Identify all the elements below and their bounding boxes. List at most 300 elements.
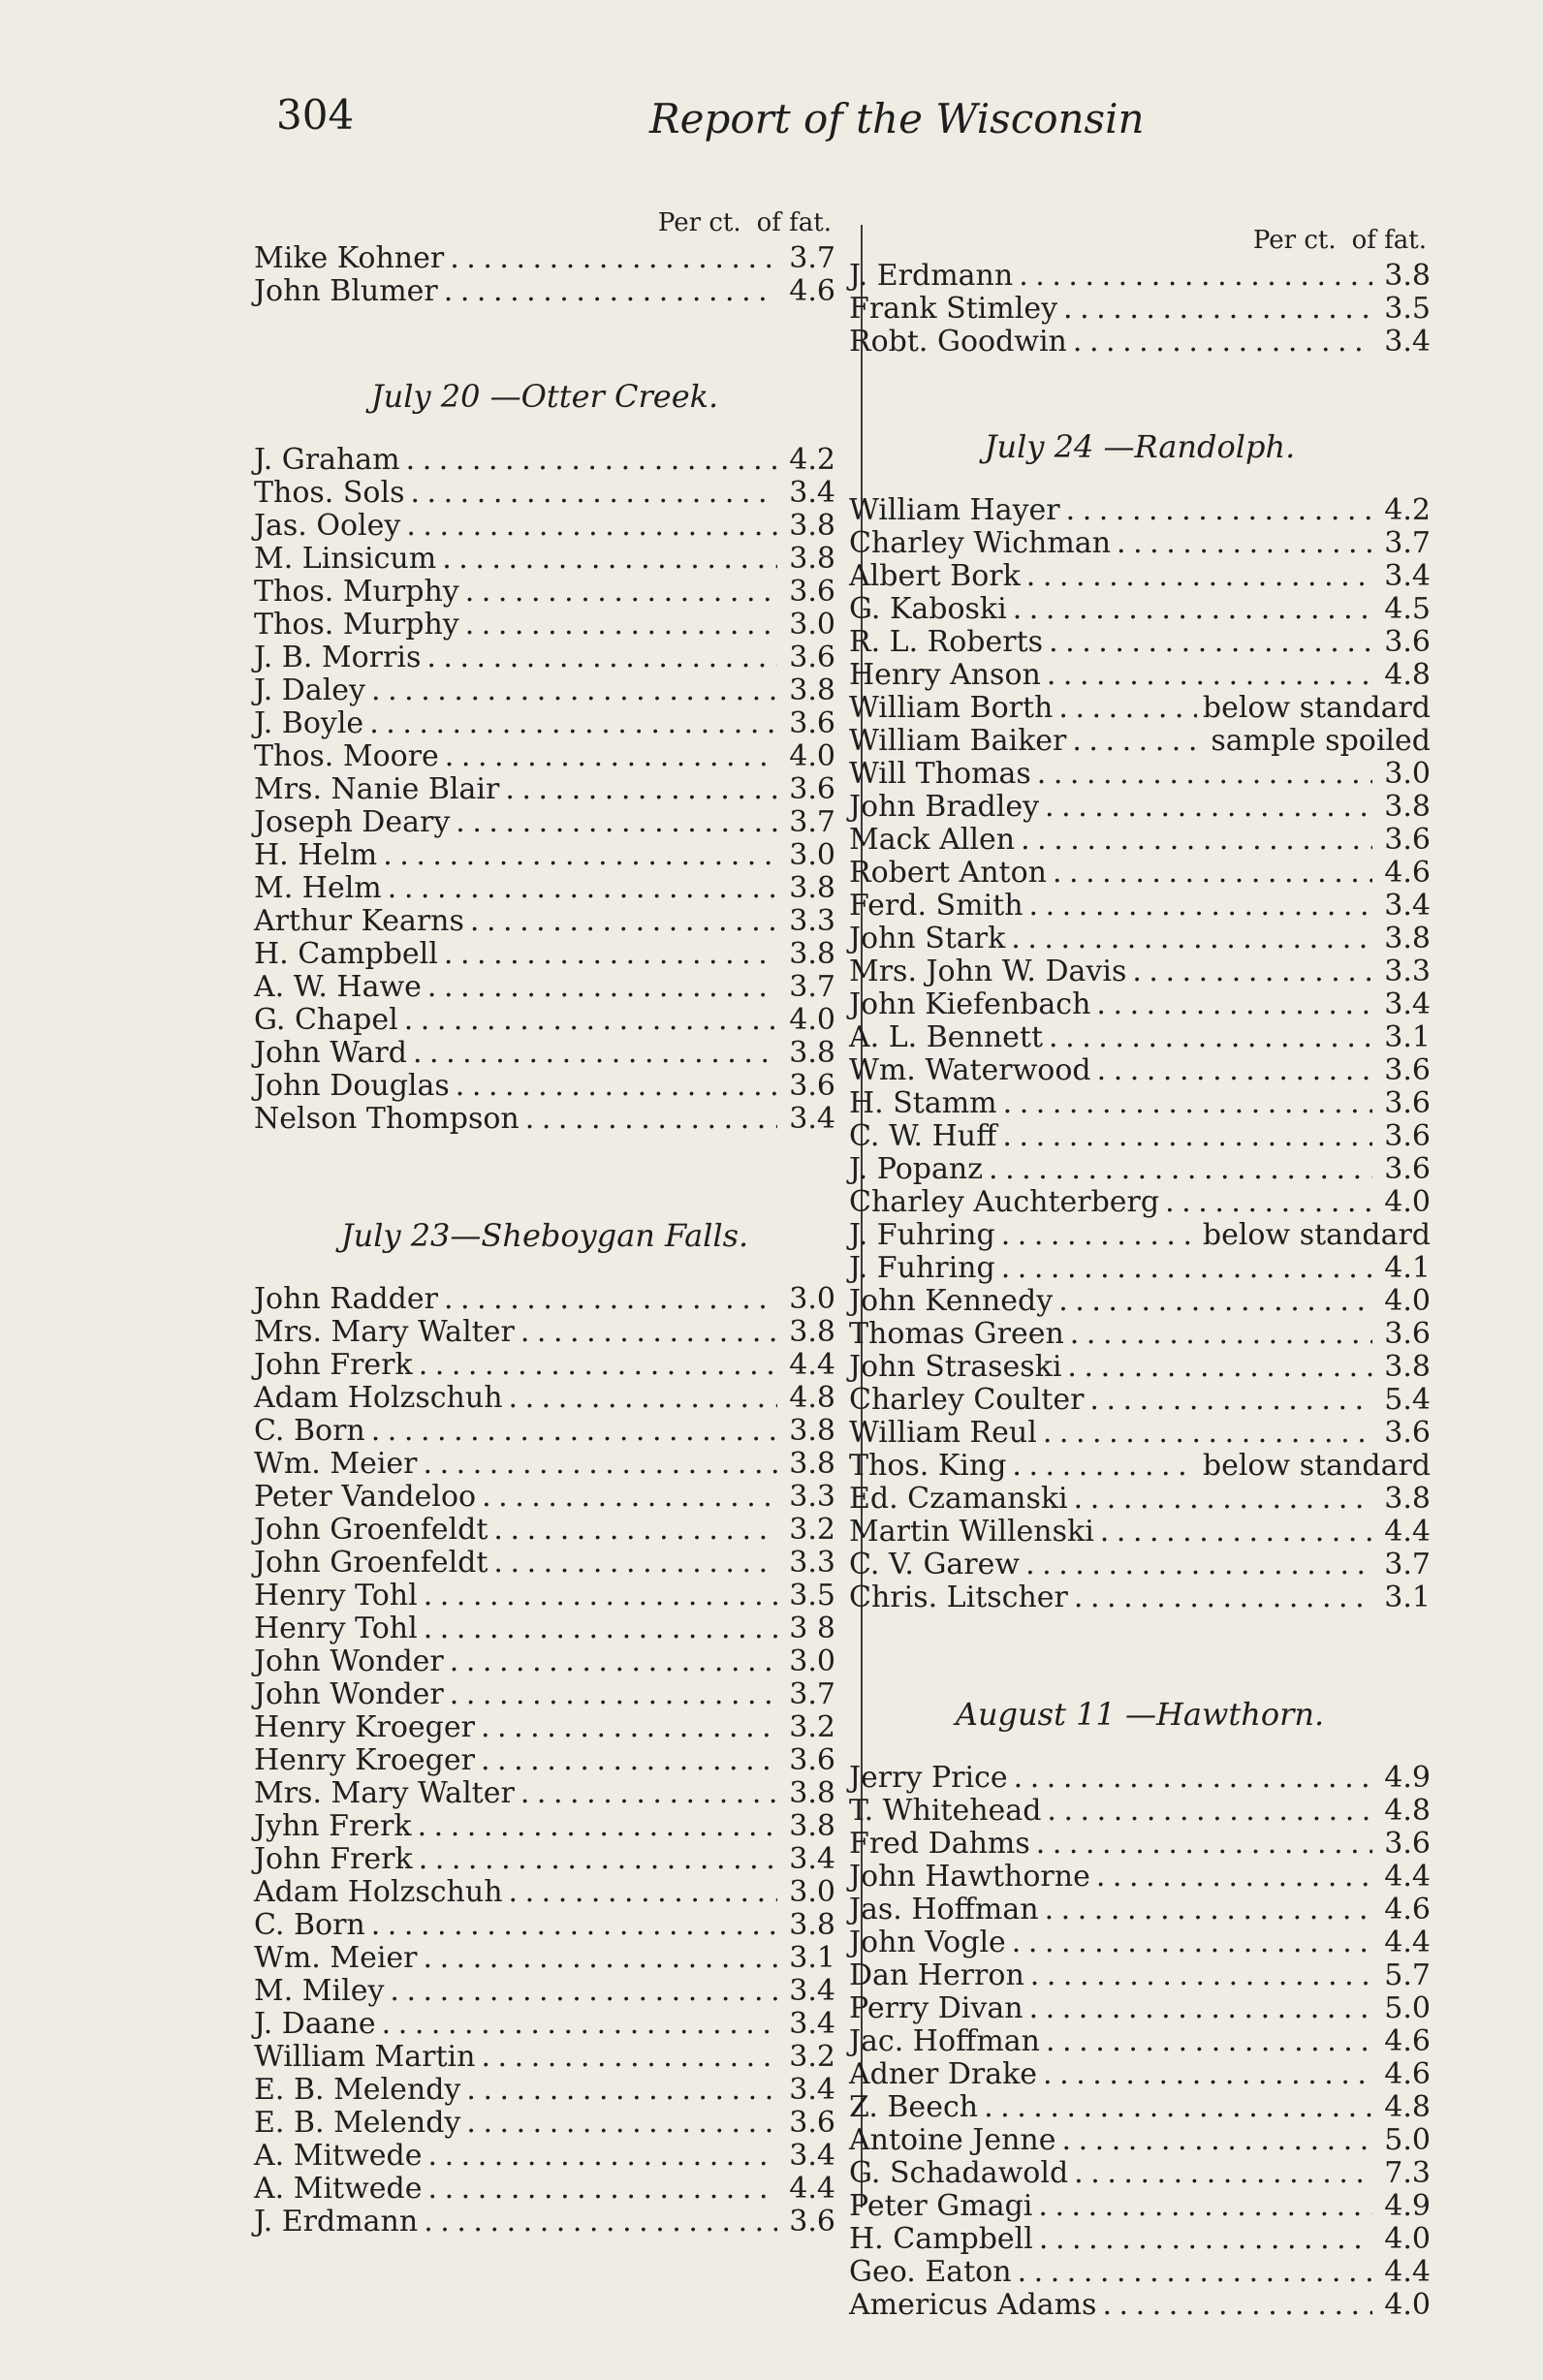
fat-percentage: 3.6 [1384,1317,1431,1351]
dot-leader [509,1876,777,1909]
entry-name: J. Fuhring [849,1251,995,1285]
dot-leader [989,1153,1372,1186]
list-item [254,242,835,275]
entry-name: John Wonder [254,1644,444,1678]
dot-leader [520,1777,777,1810]
fat-percentage: 3.8 [1384,1482,1431,1516]
dot-leader [1070,1318,1372,1351]
dot-leader [1074,1581,1372,1614]
list-item [849,1417,1431,1450]
fat-percentage: 3.3 [789,1480,835,1514]
list-item [849,1351,1431,1384]
list-item [254,2107,835,2140]
fat-percentage: 3.0 [789,1282,835,1316]
fat-percentage: 3.8 [789,937,835,971]
list-item [849,593,1431,626]
list-item [849,1926,1431,1959]
fat-percentage: 4.8 [789,1381,835,1415]
fat-percentage: 3.0 [789,1875,835,1909]
list-item [849,260,1431,293]
entry-name: J. Daley [254,673,366,707]
entry-name: John Kennedy [849,1284,1054,1318]
entry-name: William Martin [254,2040,476,2074]
dot-leader [465,576,777,609]
fat-percentage: 3.8 [789,1036,835,1070]
dot-leader [382,2008,777,2041]
dot-leader [428,2140,778,2173]
list-item [254,905,835,938]
dot-leader [1066,494,1372,527]
list-item [254,1103,835,1136]
fat-percentage: 3.4 [789,476,835,510]
list-item [254,275,835,308]
dot-leader [1025,1549,1372,1581]
entry-name: William Borth [849,691,1054,725]
list-item [254,1843,835,1876]
dot-leader [1012,1926,1372,1959]
entry-name: H. Stamm [849,1086,997,1120]
dot-leader [1097,1054,1372,1087]
entry-name: Thos. Sols [254,476,405,510]
fat-percentage: 5.0 [1384,2123,1431,2157]
entry-name: Adam Holzschuh [254,1875,503,1909]
section-heading-sheboygan-falls: July 23—Sheboygan Falls. [340,1217,749,1254]
list-item [849,1959,1431,1992]
fat-percentage: 3.4 [789,2007,835,2041]
dot-leader [390,1975,777,2008]
list-item [254,1070,835,1103]
per-ct-label: Per ct. [657,208,741,237]
dot-leader [1047,1795,1372,1828]
dot-leader [1014,1762,1372,1795]
dot-leader [456,806,777,839]
entry-name: Adner Drake [849,2057,1038,2091]
otter-creek-list [254,444,835,1136]
left-top-rows [254,242,835,308]
list-item [849,1054,1431,1087]
fat-percentage: below standard [1202,1218,1431,1252]
section-heading-hawthorn: August 11 —Hawthorn. [955,1696,1325,1733]
dot-leader [1043,2058,1372,2091]
fat-percentage: 3.1 [1384,1581,1431,1614]
dot-leader [1001,1219,1197,1252]
dot-leader [493,1514,777,1547]
dot-leader [371,1415,777,1448]
dot-leader [1045,1894,1372,1926]
entry-name: Henry Kroeger [254,1710,475,1744]
entry-name: Chris. Litscher [849,1581,1068,1614]
fat-percentage: 3.6 [789,575,835,609]
fat-percentage: 3.6 [789,706,835,740]
list-item [849,659,1431,692]
dot-leader [1074,2157,1372,2190]
dot-leader [418,1810,777,1843]
fat-percentage: 3.6 [1384,1086,1431,1120]
fat-percentage: 3.8 [1384,259,1431,293]
dot-leader [1037,758,1372,791]
dot-leader [388,872,777,905]
entry-name: John Groenfeldt [254,1513,488,1547]
list-item [254,2074,835,2107]
list-item [254,1004,835,1037]
fat-column-header [254,204,835,242]
list-item [254,1382,835,1415]
list-item [254,872,835,905]
dot-leader [424,1942,777,1975]
entry-name: T. Whitehead [849,1794,1042,1828]
list-item [849,1894,1431,1926]
fat-percentage: 3.6 [789,1069,835,1103]
entry-name: R. L. Roberts [849,625,1044,659]
list-item [254,1711,835,1744]
dot-leader [419,1349,777,1382]
entry-name: A. Mitwede [254,2172,423,2206]
entry-name: G. Kaboski [849,592,1007,626]
entry-name: William Hayer [849,493,1060,527]
entry-name: H. Campbell [254,937,438,971]
list-item [254,1909,835,1942]
list-item [254,1613,835,1645]
dot-leader [481,1744,777,1777]
entry-name: Adam Holzschuh [254,1381,503,1415]
fat-percentage: 3.8 [789,1414,835,1448]
fat-percentage: 4.0 [1384,2222,1431,2256]
list-item [849,692,1431,725]
list-item [254,839,835,872]
fat-percentage: sample spoiled [1211,724,1431,758]
entry-name: J. Fuhring [849,1218,995,1252]
dot-leader [406,510,777,543]
dot-leader [1036,1828,1372,1861]
entry-name: M. Linsicum [254,542,437,576]
fat-percentage: 3.6 [789,2106,835,2140]
entry-name: Henry Tohl [254,1579,418,1613]
entry-name: William Reul [849,1416,1037,1450]
list-item [849,2223,1431,2256]
dot-leader [1165,1186,1372,1219]
entry-name: Thomas Green [849,1317,1064,1351]
fat-percentage: 4.4 [1384,1860,1431,1894]
entry-name: C. Born [254,1414,365,1448]
hawthorn-list [849,1762,1431,2322]
dot-leader [1096,988,1372,1021]
entry-name: Thos. Moore [254,739,439,773]
fat-percentage: 4.4 [1384,1926,1431,1959]
dot-leader [456,1070,777,1103]
list-item [849,1516,1431,1549]
fat-percentage: 3.4 [1384,559,1431,593]
entry-name: Jerry Price [849,1761,1008,1795]
fat-percentage: 4.4 [789,2172,835,2206]
fat-percentage: 4.0 [1384,1185,1431,1219]
fat-percentage: 4.6 [1384,2057,1431,2091]
dot-leader [470,905,777,938]
list-item [849,2289,1431,2322]
list-item [849,1861,1431,1894]
dot-leader [450,242,777,275]
entry-name: Mrs. Mary Walter [254,1776,515,1810]
fat-percentage: below standard [1202,1449,1431,1483]
entry-name: Martin Willenski [849,1515,1094,1549]
entry-name: J. Graham [254,443,400,477]
dot-leader [520,1316,777,1349]
entry-name: Robt. Goodwin [849,325,1067,359]
dot-leader [1049,626,1372,659]
list-item [849,857,1431,890]
list-item [254,938,835,971]
dot-leader [481,2041,777,2074]
entry-name: Fred Dahms [849,1827,1030,1861]
of-fat-label: of fat. [1351,226,1427,255]
dot-leader [413,1037,777,1070]
dot-leader [1117,527,1372,560]
dot-leader [482,1481,777,1514]
fat-percentage: 3.8 [789,1809,835,1843]
fat-percentage: 3.8 [1384,1350,1431,1384]
entry-name: Wm. Waterwood [849,1053,1091,1087]
fat-percentage: 3.6 [1384,1416,1431,1450]
list-item [254,1744,835,1777]
list-item [254,1942,835,1975]
list-item [254,477,835,510]
fat-percentage: 3.1 [789,1941,835,1975]
list-item [849,2256,1431,2289]
fat-percentage: 3.0 [789,1644,835,1678]
fat-percentage: 4.6 [1384,856,1431,890]
entry-name: Henry Kroeger [254,1743,475,1777]
list-item [254,1975,835,2008]
entry-name: Thos. King [849,1449,1007,1483]
dot-leader [1053,857,1372,890]
dot-leader [1012,1450,1196,1483]
fat-percentage: 3.7 [789,970,835,1004]
fat-percentage: 3.6 [1384,1827,1431,1861]
fat-percentage: 3.8 [789,673,835,707]
entry-name: William Baiker [849,724,1067,758]
dot-leader [1074,1483,1372,1516]
list-item [849,326,1431,359]
dot-leader [442,543,777,576]
dot-leader [1001,1252,1372,1285]
entry-name: G. Chapel [254,1003,398,1037]
list-item [254,1876,835,1909]
fat-percentage: 7.3 [1384,2156,1431,2190]
dot-leader [1021,824,1372,857]
fat-percentage: 4.0 [789,1003,835,1037]
entry-name: Ferd. Smith [849,889,1023,923]
entry-name: Frank Stimley [849,292,1058,326]
dot-leader [1018,2256,1372,2289]
entry-name: Mack Allen [849,823,1016,857]
fat-percentage: below standard [1202,691,1431,725]
entry-name: Perry Divan [849,1991,1023,2025]
list-item [254,1283,835,1316]
list-item [254,971,835,1004]
fat-percentage: 4.4 [789,1348,835,1382]
entry-name: John Kiefenbach [849,987,1091,1021]
fat-percentage: 4.9 [1384,2189,1431,2223]
list-item [254,642,835,674]
dot-leader [444,1283,777,1316]
list-item [849,1549,1431,1581]
list-item [849,1087,1431,1120]
dot-leader [481,1711,777,1744]
section-heading-otter-creek: July 20 —Otter Creek. [370,378,719,415]
list-item [254,1481,835,1514]
fat-percentage: 5.7 [1384,1958,1431,1992]
fat-percentage: 3.8 [789,509,835,543]
fat-percentage: 3.0 [789,608,835,642]
dot-leader [424,1448,777,1481]
section-heading-randolph: July 24 —Randolph. [984,428,1296,465]
fat-percentage: 3.8 [1384,790,1431,824]
fat-column-header [849,221,1431,260]
list-item [849,1828,1431,1861]
list-item [849,2124,1431,2157]
sheboygan-falls-list [254,1283,835,2239]
dot-leader [383,839,777,872]
dot-leader [1003,1087,1372,1120]
list-item [849,890,1431,923]
fat-percentage: 3.6 [789,1743,835,1777]
list-item [254,806,835,839]
entry-name: Jyhn Frerk [254,1809,412,1843]
dot-leader [1029,890,1372,923]
entry-name: J. Boyle [254,706,364,740]
dot-leader [1132,955,1372,988]
list-item [849,1450,1431,1483]
randolph-list [849,494,1431,1614]
fat-percentage: 3 8 [789,1612,835,1645]
dot-leader [1011,923,1372,955]
entry-name: John Ward [254,1036,407,1070]
dot-leader [1058,1285,1372,1318]
entry-name: Mrs. Nanie Blair [254,772,500,806]
list-item [254,1645,835,1678]
dot-leader [1100,1516,1372,1549]
entry-name: H. Helm [254,838,378,872]
dot-leader [427,971,777,1004]
list-item [849,1186,1431,1219]
fat-percentage: 3.8 [789,542,835,576]
dot-leader [450,1645,777,1678]
entry-name: E. B. Melendy [254,2073,461,2107]
entry-name: G. Schadawold [849,2156,1069,2190]
fat-percentage: 3.7 [789,1677,835,1711]
entry-name: Jac. Hoffman [849,2024,1040,2058]
fat-percentage: 4.6 [789,274,835,308]
entry-name: John Bradley [849,790,1040,824]
entry-name: Mrs. Mary Walter [254,1315,515,1349]
list-item [849,1795,1431,1828]
fat-percentage: 4.0 [789,739,835,773]
dot-leader [1063,293,1372,326]
list-item [254,1316,835,1349]
entry-name: Jas. Hoffman [849,1893,1039,1926]
list-item [849,1153,1431,1186]
fat-percentage: 4.9 [1384,1761,1431,1795]
fat-percentage: 4.0 [1384,1284,1431,1318]
fat-percentage: 3.6 [1384,1119,1431,1153]
dot-leader [424,1613,777,1645]
entry-name: Jas. Ooley [254,509,401,543]
entry-name: Mike Kohner [254,241,445,275]
entry-name: Americus Adams [849,2288,1097,2322]
entry-name: Mrs. John W. Davis [849,955,1127,988]
entry-name: Robert Anton [849,856,1047,890]
dot-leader [1058,692,1196,725]
list-item [254,576,835,609]
list-item [849,626,1431,659]
fat-percentage: 3.6 [1384,625,1431,659]
list-item [254,1678,835,1711]
entry-name: John Frerk [254,1842,413,1876]
entry-name: Nelson Thompson [254,1102,520,1136]
list-item [254,1547,835,1580]
entry-name: John Straseski [849,1350,1062,1384]
list-item [849,1318,1431,1351]
entry-name: Thos. Murphy [254,608,459,642]
entry-name: C. W. Huff [849,1119,997,1153]
entry-name: Charley Coulter [849,1383,1085,1417]
entry-name: Antoine Jenne [849,2123,1056,2157]
fat-percentage: 3.6 [1384,1152,1431,1186]
entry-name: John Vogle [849,1926,1006,1959]
dot-leader [450,1678,777,1711]
fat-percentage: 3.4 [789,2073,835,2107]
dot-leader [1029,1992,1372,2025]
entry-name: M. Helm [254,871,382,905]
fat-percentage: 3.6 [1384,823,1431,857]
dot-leader [1045,791,1372,824]
dot-leader [1019,260,1372,293]
fat-percentage: 4.6 [1384,1893,1431,1926]
fat-percentage: 4.0 [1384,2288,1431,2322]
list-item [849,2190,1431,2223]
entry-name: John Frerk [254,1348,413,1382]
list-item [254,1810,835,1843]
fat-percentage: 3.4 [1384,325,1431,359]
per-ct-label: Per ct. [1252,226,1337,255]
fat-percentage: 4.2 [789,443,835,477]
entry-name: H. Campbell [849,2222,1033,2256]
list-item [849,824,1431,857]
entry-name: J. B. Morris [254,641,422,674]
entry-name: John Hawthorne [849,1860,1090,1894]
entry-name: Will Thomas [849,757,1031,791]
list-item [849,988,1431,1021]
dot-leader [466,2074,777,2107]
list-item [254,1037,835,1070]
fat-percentage: 3.1 [1384,1020,1431,1054]
fat-percentage: 4.4 [1384,2255,1431,2289]
entry-name: A. L. Bennett [849,1020,1044,1054]
dot-leader [369,707,777,740]
entry-name: John Stark [849,922,1006,955]
fat-percentage: 3.6 [789,772,835,806]
list-item [254,773,835,806]
entry-name: E. B. Melendy [254,2106,461,2140]
fat-percentage: 4.8 [1384,2090,1431,2124]
right-top-rows [849,260,1431,359]
list-item [849,758,1431,791]
fat-percentage: 4.5 [1384,592,1431,626]
list-item [849,725,1431,758]
list-item [254,2140,835,2173]
list-item [849,2025,1431,2058]
dot-leader [1073,326,1372,359]
dot-leader [1039,2223,1372,2256]
